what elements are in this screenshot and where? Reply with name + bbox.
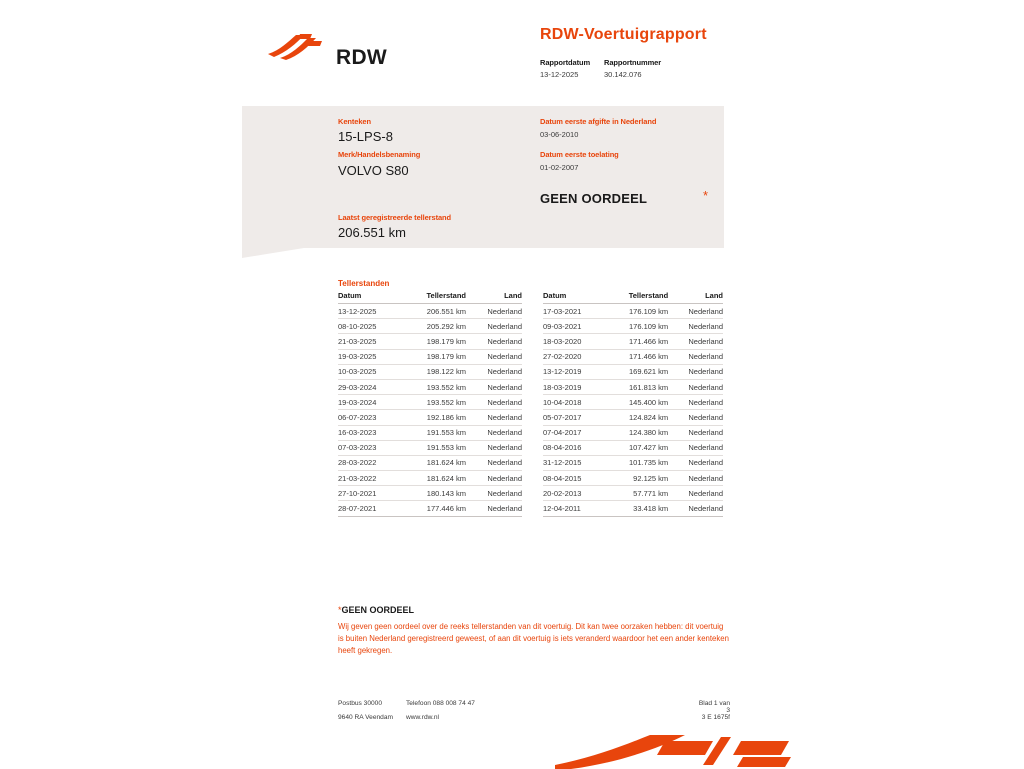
cell-tellerstand: 181.624 km: [400, 471, 466, 486]
verdict-footnote-marker: *: [703, 188, 709, 203]
report-title: RDW-Voertuigrapport: [540, 26, 707, 43]
column-header-datum: Datum: [543, 291, 604, 304]
table-row: [543, 319, 723, 334]
footnote-title-text: GEEN OORDEEL: [341, 605, 415, 615]
cell-datum: 16-03-2023: [338, 425, 400, 440]
cell-tellerstand: 198.179 km: [400, 349, 466, 364]
cell-tellerstand: 198.122 km: [400, 364, 466, 379]
cell-tellerstand: 92.125 km: [604, 471, 669, 486]
cell-datum: 07-04-2017: [543, 425, 604, 440]
cell-land: Nederland: [466, 379, 522, 394]
kenteken-value: 15-LPS-8: [338, 129, 393, 144]
table-row: [338, 319, 522, 334]
column-header-tellerstand: Tellerstand: [604, 291, 669, 304]
cell-tellerstand: 33.418 km: [604, 501, 669, 516]
cell-datum: 12-04-2011: [543, 501, 604, 516]
table-header-row: [543, 291, 723, 304]
report-number-block: [604, 58, 661, 79]
cell-datum: 06-07-2023: [338, 410, 400, 425]
cell-tellerstand: 124.380 km: [604, 425, 669, 440]
table-row: [543, 364, 723, 379]
tellerstanden-table-right: [543, 291, 723, 517]
footer-telefoon: Telefoon 088 008 74 47: [406, 700, 475, 707]
cell-datum: 19-03-2025: [338, 349, 400, 364]
cell-land: Nederland: [668, 425, 723, 440]
cell-land: Nederland: [668, 334, 723, 349]
report-date-value: 13-12-2025: [540, 70, 579, 79]
table-row: [543, 471, 723, 486]
cell-tellerstand: 145.400 km: [604, 395, 669, 410]
table-row: [543, 334, 723, 349]
cell-tellerstand: 191.553 km: [400, 425, 466, 440]
cell-land: Nederland: [466, 486, 522, 501]
table-row: [543, 410, 723, 425]
table-row: [543, 440, 723, 455]
cell-datum: 28-07-2021: [338, 501, 400, 516]
footer-postbus: Postbus 30000: [338, 700, 382, 707]
table-row: [338, 349, 522, 364]
column-header-datum: Datum: [338, 291, 400, 304]
merk-label: Merk/Handelsbenaming: [338, 150, 421, 159]
cell-tellerstand: 181.624 km: [400, 455, 466, 470]
cell-land: Nederland: [466, 304, 522, 319]
tellerstanden-section-title: Tellerstanden: [338, 279, 390, 288]
cell-tellerstand: 107.427 km: [604, 440, 669, 455]
cell-tellerstand: 177.446 km: [400, 501, 466, 516]
cell-land: Nederland: [466, 349, 522, 364]
rdw-arrow-logo-icon: [266, 32, 328, 62]
cell-tellerstand: 171.466 km: [604, 349, 669, 364]
cell-datum: 18-03-2019: [543, 379, 604, 394]
report-date-block: [540, 58, 604, 79]
footnote-title: [338, 605, 730, 615]
cell-datum: 08-04-2016: [543, 440, 604, 455]
report-number-label: Rapportnummer: [604, 58, 662, 67]
cell-land: Nederland: [668, 486, 723, 501]
cell-tellerstand: 193.552 km: [400, 395, 466, 410]
cell-land: Nederland: [668, 410, 723, 425]
cell-tellerstand: 192.186 km: [400, 410, 466, 425]
cell-land: Nederland: [466, 471, 522, 486]
eerste-afgifte-label: Datum eerste afgifte in Nederland: [540, 117, 657, 126]
cell-datum: 29-03-2024: [338, 379, 400, 394]
table-row: [543, 304, 723, 319]
cell-land: Nederland: [466, 364, 522, 379]
cell-datum: 08-10-2025: [338, 319, 400, 334]
table-row: [338, 334, 522, 349]
cell-tellerstand: 57.771 km: [604, 486, 669, 501]
cell-land: Nederland: [668, 379, 723, 394]
table-row: [543, 501, 723, 516]
cell-land: Nederland: [668, 364, 723, 379]
verdict-text: GEEN OORDEEL: [540, 191, 648, 206]
table-row: [543, 486, 723, 501]
cell-tellerstand: 191.553 km: [400, 440, 466, 455]
cell-datum: 13-12-2019: [543, 364, 604, 379]
cell-tellerstand: 169.621 km: [604, 364, 669, 379]
cell-datum: 05-07-2017: [543, 410, 604, 425]
cell-tellerstand: 124.824 km: [604, 410, 669, 425]
footnote-block: [338, 605, 730, 657]
cell-land: Nederland: [668, 501, 723, 516]
report-number-value: 30.142.076: [604, 70, 642, 79]
cell-datum: 28-03-2022: [338, 455, 400, 470]
cell-land: Nederland: [668, 319, 723, 334]
cell-datum: 31-12-2015: [543, 455, 604, 470]
table-row: [543, 455, 723, 470]
cell-land: Nederland: [668, 304, 723, 319]
table-row: [338, 455, 522, 470]
table-row: [543, 379, 723, 394]
cell-tellerstand: 193.552 km: [400, 379, 466, 394]
table-row: [338, 501, 522, 516]
cell-tellerstand: 198.179 km: [400, 334, 466, 349]
footer-page-number: Blad 1 van 3: [698, 700, 730, 714]
eerste-toelating-label: Datum eerste toelating: [540, 150, 619, 159]
cell-land: Nederland: [668, 349, 723, 364]
table-row: [338, 395, 522, 410]
cell-land: Nederland: [466, 440, 522, 455]
cell-datum: 09-03-2021: [543, 319, 604, 334]
eerste-toelating-value: 01-02-2007: [540, 163, 579, 172]
cell-land: Nederland: [466, 395, 522, 410]
table-row: [338, 364, 522, 379]
cell-land: Nederland: [466, 319, 522, 334]
column-header-tellerstand: Tellerstand: [400, 291, 466, 304]
cell-land: Nederland: [668, 395, 723, 410]
cell-tellerstand: 205.292 km: [400, 319, 466, 334]
brand-title: RDW: [336, 46, 388, 69]
rdw-logo-block: [266, 24, 406, 68]
cell-datum: 27-10-2021: [338, 486, 400, 501]
footer-website[interactable]: www.rdw.nl: [406, 714, 439, 721]
table-row: [338, 440, 522, 455]
report-date-label: Rapportdatum: [540, 58, 591, 67]
footnote-body: Wij geven geen oordeel over de reeks tellerstanden van dit voertuig. Dit kan twee oorzaken hebben: dit voertuig is buiten Nederland geregistreerd geweest, of aan dit voertuig is iets veranderd waardoor het een ander kenteken heeft gekregen.: [338, 622, 729, 656]
table-row: [338, 425, 522, 440]
cell-datum: 27-02-2020: [543, 349, 604, 364]
cell-tellerstand: 180.143 km: [400, 486, 466, 501]
cell-datum: 20-02-2013: [543, 486, 604, 501]
cell-datum: 21-03-2022: [338, 471, 400, 486]
eerste-afgifte-value: 03-06-2010: [540, 130, 579, 139]
table-header-row: [338, 291, 522, 304]
cell-tellerstand: 101.735 km: [604, 455, 669, 470]
table-row: [338, 304, 522, 319]
tellerstanden-table-left: [338, 291, 522, 517]
column-header-land: Land: [668, 291, 723, 304]
cell-datum: 19-03-2024: [338, 395, 400, 410]
cell-datum: 13-12-2025: [338, 304, 400, 319]
cell-land: Nederland: [466, 455, 522, 470]
kenteken-label: Kenteken: [338, 117, 371, 126]
panel-notch-decoration: [242, 248, 304, 258]
cell-land: Nederland: [668, 471, 723, 486]
column-header-land: Land: [466, 291, 522, 304]
cell-tellerstand: 176.109 km: [604, 319, 669, 334]
table-row: [338, 410, 522, 425]
cell-land: Nederland: [668, 455, 723, 470]
table-row: [543, 395, 723, 410]
table-row: [543, 349, 723, 364]
cell-tellerstand: 176.109 km: [604, 304, 669, 319]
cell-datum: 21-03-2025: [338, 334, 400, 349]
cell-land: Nederland: [466, 425, 522, 440]
cell-land: Nederland: [466, 410, 522, 425]
cell-land: Nederland: [466, 334, 522, 349]
cell-datum: 18-03-2020: [543, 334, 604, 349]
cell-datum: 08-04-2015: [543, 471, 604, 486]
report-meta: [540, 58, 800, 79]
laatste-tellerstand-value: 206.551 km: [338, 225, 406, 240]
table-row: [543, 425, 723, 440]
table-row: [338, 379, 522, 394]
cell-land: Nederland: [466, 501, 522, 516]
merk-value: VOLVO S80: [338, 163, 409, 178]
cell-tellerstand: 171.466 km: [604, 334, 669, 349]
cell-datum: 17-03-2021: [543, 304, 604, 319]
cell-land: Nederland: [668, 440, 723, 455]
table-row: [338, 471, 522, 486]
table-row: [338, 486, 522, 501]
cell-datum: 07-03-2023: [338, 440, 400, 455]
laatste-tellerstand-label: Laatst geregistreerde tellerstand: [338, 213, 451, 222]
cell-datum: 10-03-2025: [338, 364, 400, 379]
cell-datum: 10-04-2018: [543, 395, 604, 410]
footer-plaats: 9640 RA Veendam: [338, 714, 393, 721]
footer-form-code: 3 E 1675f: [701, 714, 730, 721]
vehicle-summary-panel: [242, 106, 724, 248]
cell-tellerstand: 161.813 km: [604, 379, 669, 394]
rdw-bottom-graphic-icon: [545, 735, 795, 769]
cell-tellerstand: 206.551 km: [400, 304, 466, 319]
footnote-star-marker: *: [338, 605, 342, 615]
